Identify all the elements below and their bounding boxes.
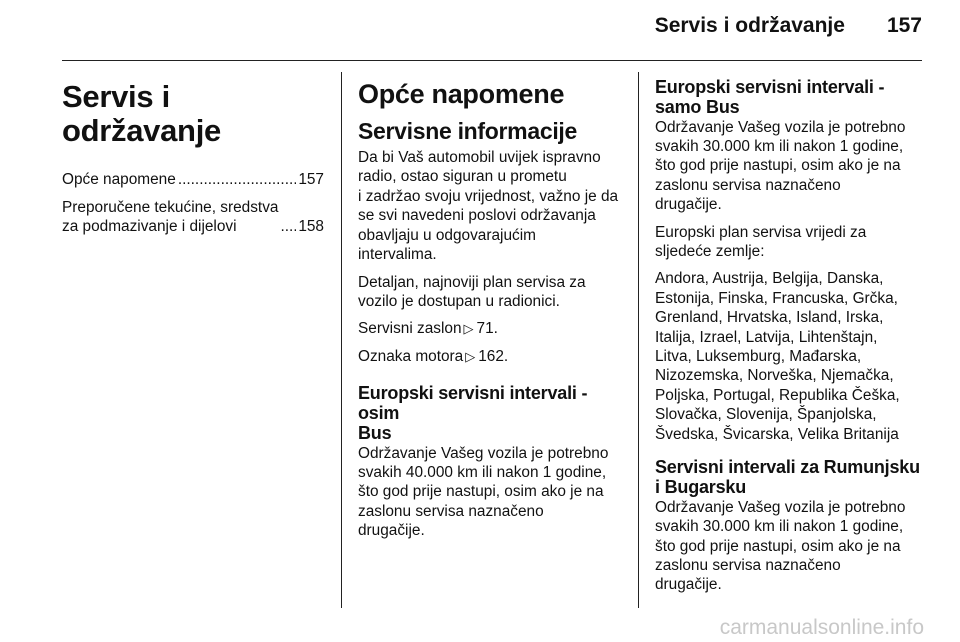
- subheading: Europski servisni intervali - osim Bus: [358, 383, 588, 443]
- toc-leader-dots: [280, 217, 296, 236]
- toc-entry-page: 158: [298, 218, 324, 235]
- reference-page: 71.: [476, 320, 498, 338]
- reference-page: 162.: [478, 347, 509, 365]
- cross-reference-arrow-icon: ▷: [465, 348, 476, 364]
- paragraph: Održavanje Vašeg vozila je potrebno svakih 30.000 km ili nakon 1 godine, što god prije nastupi, osim ako je na zaslonu servisa naznačeno drugačije.: [655, 498, 906, 594]
- cross-reference-engine-code[interactable]: [358, 347, 624, 366]
- country-list: Andora, Austrija, Belgija, Danska, Estonija, Finska, Francuska, Grčka, Grenland, Hrvatska, Island, Irska, Italija, Izrael, Latvija, Lihtenštajn, Litva, Luksemburg, Mađarska, Nizozemska, Norveška, Njemačka, Poljska, Portugal, Republika Češka, Slovačka, Slovenija, Španjolska, Švedska, Švicarska, Velika Britanija: [655, 270, 900, 443]
- column-divider-2: [638, 72, 639, 608]
- header-title: Servis i održavanje: [654, 14, 845, 37]
- toc-entry-general[interactable]: [62, 170, 324, 189]
- chapter-title: Servis i održavanje: [62, 79, 221, 149]
- column-general-notes: [358, 72, 624, 549]
- header-rule: [62, 60, 922, 61]
- paragraph: Detaljan, najnoviji plan servisa za vozilo je dostupan u radionici.: [358, 273, 586, 310]
- section-subtitle: Servisne informacije: [358, 118, 577, 145]
- cross-reference-arrow-icon: ▷: [463, 321, 474, 337]
- column-toc: [62, 72, 324, 244]
- toc-entry-page: 157: [298, 171, 324, 189]
- paragraph: Održavanje Vašeg vozila je potrebno svakih 40.000 km ili nakon 1 godine, što god prije nastupi, osim ako je na zaslonu servisa naznačeno drugačije.: [358, 444, 609, 540]
- subheading: Servisni intervali za Rumunjsku i Bugarsku: [655, 457, 920, 497]
- page-header: [655, 14, 922, 38]
- toc-leader-dots: [178, 170, 297, 189]
- toc-entry-label: Opće napomene: [62, 171, 176, 189]
- page-number: 157: [886, 14, 922, 37]
- cross-reference-service-display[interactable]: [358, 319, 624, 338]
- toc-entry-label: Preporučene tekućine, sredstva za podmazivanje i dijelovi: [62, 198, 279, 235]
- column-divider-1: [341, 72, 342, 608]
- toc-entry-fluids[interactable]: [62, 198, 324, 237]
- reference-text: Oznaka motora: [358, 347, 464, 365]
- watermark: carmanualsonline.info: [719, 616, 924, 639]
- paragraph: Europski plan servisa vrijedi za sljedeće zemlje:: [655, 223, 867, 261]
- paragraph: Da bi Vaš automobil uvijek ispravno radio, ostao siguran u prometu i zadržao svoju vrijednost, važno je da se svi navedeni poslovi održavanja obavljaju u odgovarajućim intervalima.: [358, 149, 619, 264]
- paragraph: Održavanje Vašeg vozila je potrebno svakih 30.000 km ili nakon 1 godine, što god prije nastupi, osim ako je na zaslonu servisa naznačeno drugačije.: [655, 118, 906, 214]
- subheading: Europski servisni intervali - samo Bus: [655, 77, 885, 117]
- reference-text: Servisni zaslon: [358, 320, 462, 338]
- section-title: Opće napomene: [358, 79, 565, 109]
- column-service-intervals: [655, 72, 921, 603]
